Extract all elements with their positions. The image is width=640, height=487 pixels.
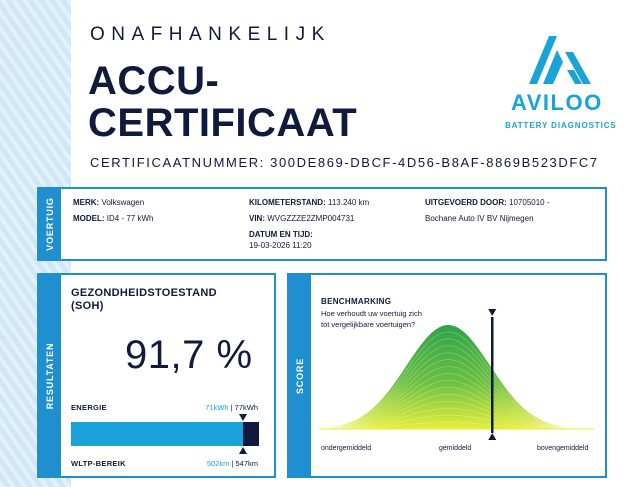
aviloo-stripes-icon	[527, 26, 597, 86]
vin-value: WVGZZZE2ZMP004731	[267, 214, 355, 223]
mileage-label: KILOMETERSTAND:	[249, 198, 326, 207]
vehicle-tab	[39, 189, 61, 259]
title-line-2: CERTIFICAAT	[88, 101, 358, 145]
benchmark-title: BENCHMARKING	[321, 297, 392, 306]
soh-bar	[71, 422, 259, 446]
performed-by-value-2: Bochane Auto IV BV Nijmegen	[425, 214, 534, 223]
soh-marker-top	[239, 414, 247, 421]
datetime-field	[249, 229, 313, 251]
model-label: MODEL:	[73, 214, 105, 223]
results-tab	[39, 275, 61, 476]
soh-marker-bottom	[239, 447, 247, 454]
benchmark-question: Hoe verhoudt uw voertuig zich tot vergelijkbare voertuigen?	[321, 309, 422, 329]
mileage-value: 113.240 km	[327, 198, 370, 207]
title-line-1: ACCU-	[88, 59, 220, 103]
performed-by-value-1: 10705010 -	[509, 198, 550, 207]
soh-bar-fill	[71, 422, 243, 446]
mileage-field	[249, 197, 369, 208]
results-panel	[37, 273, 276, 478]
range-label: WLTP-BEREIK	[71, 459, 126, 468]
score-tab-label: SCORE	[295, 357, 305, 394]
results-tab-label: RESULTATEN	[45, 342, 55, 409]
logo-wordmark: AVILOO	[511, 90, 603, 115]
soh-title-line-2: (SOH)	[71, 300, 104, 312]
energy-original: 77kWh	[234, 403, 258, 412]
performed-by-field	[425, 197, 550, 224]
brand-value: Volkswagen	[101, 198, 145, 207]
page-title	[88, 60, 357, 144]
range-separator: |	[229, 459, 236, 468]
brand-label: MERK:	[73, 198, 100, 207]
benchmark-marker-bottom	[488, 433, 496, 440]
score-tab	[289, 275, 311, 476]
model-value: ID4 - 77 kWh	[106, 214, 154, 223]
score-panel	[287, 273, 607, 478]
energy-label: ENERGIE	[71, 403, 107, 412]
vin-field	[249, 213, 354, 224]
certificate-number: CERTIFICAATNUMMER: 300DE869-DBCF-4D56-B8AF-8869B523DFC7	[90, 155, 599, 170]
soh-title	[71, 287, 217, 313]
axis-label-below-average: ondergemiddeld	[321, 445, 372, 452]
logo-tagline: BATTERY DIAGNOSTICS	[505, 121, 617, 130]
soh-title-line-1: GEZONDHEIDSTOESTAND	[71, 287, 217, 299]
datetime-label: DATUM EN TIJD:	[249, 230, 313, 239]
axis-label-average: gemiddeld	[439, 445, 472, 452]
energy-current: 71kWh	[205, 403, 229, 412]
axis-label-above-average: bovengemiddeld	[537, 445, 589, 452]
energy-value	[205, 403, 258, 412]
range-original: 547km	[235, 459, 258, 468]
aviloo-logo	[505, 26, 623, 136]
range-value	[207, 459, 258, 468]
brand-field	[73, 197, 144, 208]
benchmark-distribution-curve	[319, 309, 594, 443]
vehicle-panel	[37, 187, 607, 261]
energy-separator: |	[228, 403, 235, 412]
soh-value: 91,7 %	[125, 333, 253, 377]
performed-by-label: UITGEVOERD DOOR:	[425, 198, 507, 207]
vehicle-tab-label: VOERTUIG	[45, 197, 55, 251]
datetime-value: 19-03-2026 11:20	[249, 241, 312, 250]
header-kicker: ONAFHANKELIJK	[90, 24, 331, 45]
vin-label: VIN:	[249, 214, 265, 223]
model-field	[73, 213, 153, 224]
range-current: 502km	[206, 459, 230, 468]
benchmark-marker-top	[488, 309, 496, 316]
